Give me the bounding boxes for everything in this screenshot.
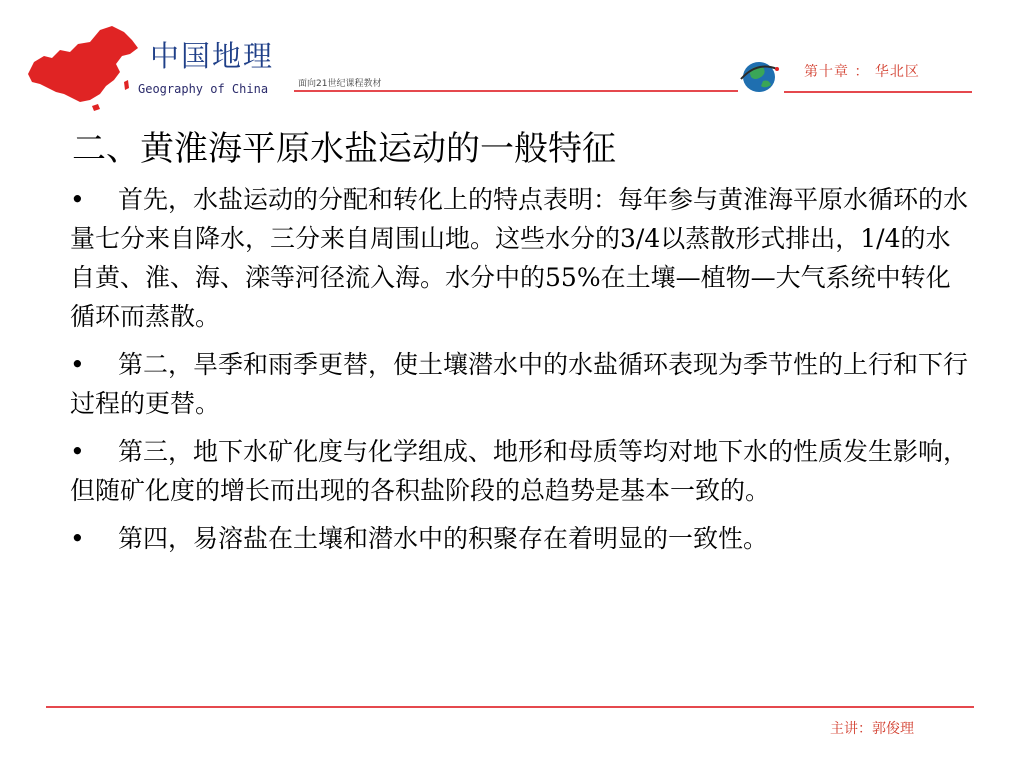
bullet-marker: •: [70, 524, 85, 553]
paragraph-text: 第二，旱季和雨季更替，使土壤潜水中的水盐循环表现为季节性的上行和下行过程的更替。: [70, 350, 969, 418]
bullet-marker: •: [70, 185, 85, 214]
bullet-marker: •: [70, 437, 85, 466]
bullet-marker: •: [70, 350, 85, 379]
china-map-icon: [20, 22, 142, 112]
bullet-paragraph-2: [70, 345, 968, 423]
paragraph-text: 第三，地下水矿化度与化学组成、地形和母质等均对地下水的性质发生影响，但随矿化度的增长而出现的各积盐阶段的总趋势是基本一致的。: [70, 437, 969, 505]
bullet-paragraph-3: [70, 432, 968, 510]
bullet-paragraph-4: [70, 519, 968, 558]
paragraph-text: 首先，水盐运动的分配和转化上的特点表明：每年参与黄淮海平原水循环的水量七分来自降水，三分来自周围山地。这些水分的3/4以蒸散形式排出，1/4的水自黄、淮、海、滦等河径流入海。水分中的55%在土壤—植物—大气系统中转化循环而蒸散。: [70, 185, 969, 331]
brand-title-cn: 中国地理: [150, 39, 275, 73]
lecturer-label: 主讲：郭俊理: [830, 721, 914, 737]
paragraph-text: 第四，易溶盐在土壤和潜水中的积聚存在着明显的一致性。: [118, 524, 769, 553]
slide-title: 二、黄淮海平原水盐运动的一般特征: [72, 129, 616, 169]
bullet-paragraph-1: [70, 180, 968, 336]
footer-divider: [46, 706, 974, 708]
header-divider-right: [784, 91, 972, 93]
slide-body: [70, 180, 968, 567]
globe-icon: [737, 55, 781, 95]
slide-header: [0, 0, 1024, 110]
header-divider-left: [294, 90, 738, 92]
brand-title-en: Geography of China: [138, 82, 269, 96]
course-tagline: 面向21世纪课程教材: [298, 79, 382, 89]
chapter-label: 第十章 ： 华北区: [804, 64, 920, 80]
